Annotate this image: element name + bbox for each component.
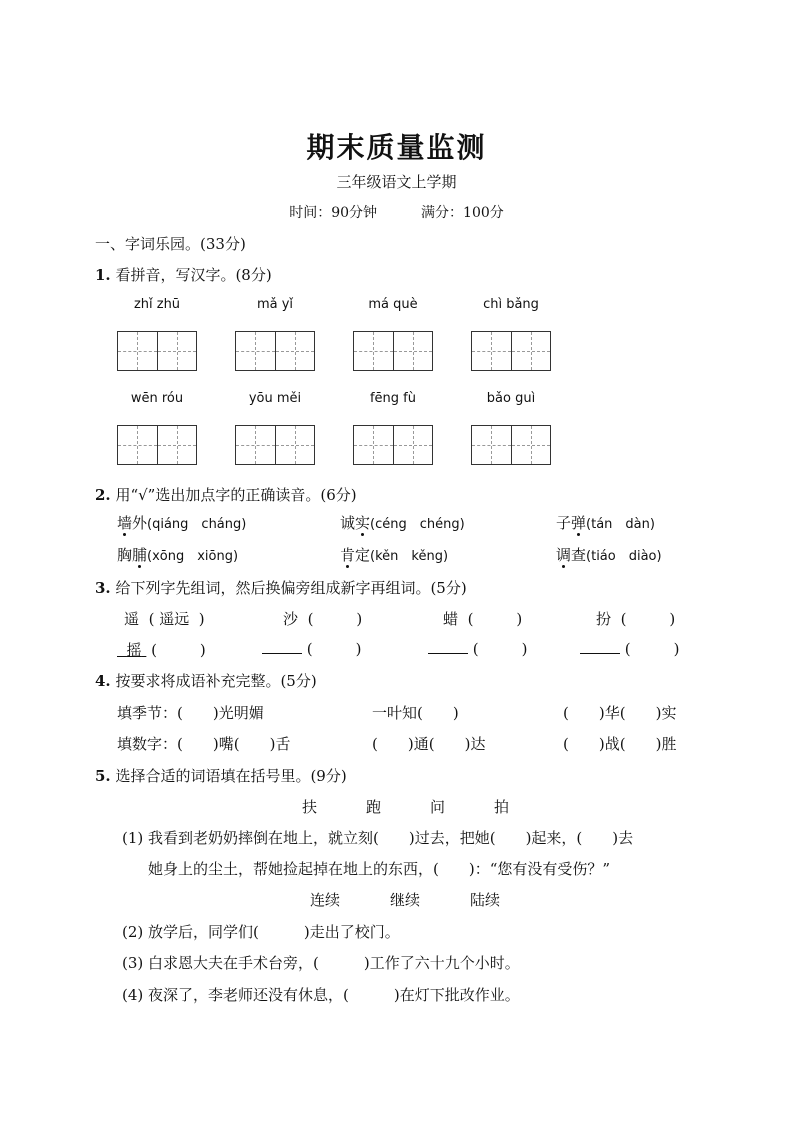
plain-char: 胸 — [117, 546, 133, 564]
word-item[interactable] — [283, 608, 362, 629]
answer-paren[interactable]: ( ) — [177, 735, 219, 753]
pinyin-label: má què — [368, 297, 418, 312]
question-text: 选择合适的词语填在括号里。(9分) — [115, 767, 347, 785]
word-item — [124, 608, 205, 629]
answer-paren[interactable]: ( ) — [372, 735, 414, 753]
reading-item[interactable] — [556, 512, 655, 533]
answer-blank[interactable] — [580, 639, 620, 654]
pinyin-label: yōu měi — [248, 391, 302, 406]
question-text: 按要求将成语补充完整。(5分) — [115, 672, 317, 690]
base-char: 蜡 — [443, 610, 459, 628]
new-char: 摇 — [126, 641, 142, 659]
pinyin-label: chì bǎng — [483, 297, 539, 312]
dotted-char: 弹 — [571, 514, 587, 532]
writing-grid[interactable] — [117, 331, 197, 371]
paren-open: ( — [620, 610, 627, 628]
word-choice: 拍 — [494, 798, 510, 816]
idiom-text: 胜 — [661, 735, 677, 753]
idiom-text: 通 — [413, 735, 429, 753]
paren-close: ) — [355, 640, 362, 658]
question-5 — [95, 765, 347, 786]
new-word-item[interactable] — [428, 639, 527, 658]
word-choice: 扶 — [302, 798, 318, 816]
idiom-season-3[interactable] — [563, 702, 676, 723]
paren-close: ) — [669, 610, 676, 628]
question-number: 4. — [95, 672, 111, 690]
paren-close: ) — [198, 610, 205, 628]
writing-grid[interactable] — [353, 425, 433, 465]
word-item[interactable] — [443, 608, 522, 629]
dotted-char: 调 — [556, 546, 572, 564]
exam-info — [0, 202, 793, 222]
pinyin-options: (tán dàn) — [586, 517, 655, 532]
answer-paren[interactable]: ( ) — [619, 704, 662, 722]
paren-open: ( — [148, 610, 155, 628]
question-text: 用“√”选出加点字的正确读音。(6分) — [115, 486, 357, 504]
answer-paren[interactable]: ( ) — [563, 704, 605, 722]
idiom-text: 华 — [604, 704, 620, 722]
new-word-item[interactable] — [262, 639, 361, 658]
question-1 — [95, 264, 272, 285]
example-word: 遥远 — [159, 610, 190, 628]
pinyin-label: zhǐ zhū — [133, 297, 181, 312]
word-choice: 连续 — [310, 891, 341, 909]
writing-grid[interactable] — [353, 331, 433, 371]
dotted-char: 脯 — [132, 546, 148, 564]
sentence-1-line-2[interactable]: 她身上的尘土，帮她捡起掉在地上的东西，( )：“您有没有受伤？” — [148, 860, 611, 878]
paren-close: ) — [521, 640, 528, 658]
writing-grid[interactable] — [471, 425, 551, 465]
reading-item[interactable] — [117, 512, 246, 533]
idiom-text: 达 — [470, 735, 486, 753]
writing-grid[interactable] — [235, 425, 315, 465]
example-new-char — [117, 641, 146, 659]
question-text: 给下列字先组词，然后换偏旁组成新字再组词。(5分) — [115, 579, 467, 597]
question-number: 3. — [95, 579, 111, 597]
dotted-char: 实 — [355, 514, 371, 532]
pinyin-label: bǎo guì — [486, 391, 536, 406]
plain-char: 定 — [355, 546, 371, 564]
dotted-char: 墙 — [117, 514, 133, 532]
question-number: 1. — [95, 266, 111, 284]
answer-paren[interactable]: ( ) — [417, 704, 459, 722]
reading-item[interactable] — [340, 544, 448, 565]
idiom-season-2[interactable] — [372, 702, 459, 723]
new-word-item[interactable] — [117, 639, 206, 660]
writing-grid[interactable] — [117, 425, 197, 465]
paren-open: ( — [624, 640, 631, 658]
writing-grid[interactable] — [235, 331, 315, 371]
plain-char: 子 — [556, 514, 572, 532]
sentence-1-line-1[interactable]: (1) 我看到老奶奶摔倒在地上，就立刻( )过去，把她( )起来，( )去 — [122, 829, 634, 847]
paren-open: ( — [306, 640, 313, 658]
sentence-2[interactable]: (2) 放学后，同学们( )走出了校门。 — [122, 923, 400, 941]
paren-open: ( — [307, 610, 314, 628]
question-text: 看拼音，写汉字。(8分) — [115, 266, 272, 284]
idiom-text: 战 — [604, 735, 620, 753]
row-label: 填季节： — [117, 704, 178, 722]
pinyin-options: (tiáo diào) — [586, 549, 662, 564]
plain-char: 外 — [132, 514, 148, 532]
idiom-text: 一叶知 — [372, 704, 418, 722]
plain-char: 诚 — [340, 514, 356, 532]
paren-close: ) — [673, 640, 680, 658]
paren-close: ) — [356, 610, 363, 628]
word-choice: 跑 — [366, 798, 382, 816]
question-number: 2. — [95, 486, 111, 504]
base-char: 遥 — [124, 610, 140, 628]
idiom-row-season[interactable] — [117, 702, 264, 723]
page-subtitle: 三年级语文上学期 — [336, 173, 457, 191]
answer-paren[interactable]: ( ) — [233, 735, 276, 753]
paren-open: ( — [472, 640, 479, 658]
answer-blank[interactable] — [428, 639, 468, 654]
paren-close: ) — [516, 610, 523, 628]
paren-open: ( — [151, 641, 157, 659]
reading-item[interactable] — [117, 544, 238, 565]
idiom-number-3[interactable] — [563, 733, 676, 754]
new-word-item[interactable] — [580, 639, 679, 658]
pinyin-label: mǎ yǐ — [256, 297, 294, 312]
question-number: 5. — [95, 767, 111, 785]
pinyin-label: wēn róu — [130, 391, 184, 406]
base-char: 沙 — [283, 610, 299, 628]
sentence-4[interactable]: (4) 夜深了，李老师还没有休息，( )在灯下批改作业。 — [122, 986, 520, 1004]
pinyin-options: (qiáng cháng) — [147, 517, 247, 532]
writing-grid[interactable] — [471, 331, 551, 371]
word-choice: 陆续 — [470, 891, 501, 909]
answer-paren[interactable]: ( ) — [619, 735, 662, 753]
paren-open: ( — [467, 610, 474, 628]
base-char: 扮 — [596, 610, 612, 628]
question-4 — [95, 670, 317, 691]
reading-item[interactable] — [556, 544, 662, 565]
word-choice: 继续 — [390, 891, 421, 909]
pinyin-options: (céng chéng) — [370, 517, 465, 532]
sentence-3[interactable]: (3) 白求恩大夫在手术台旁，( )工作了六十九个小时。 — [122, 954, 520, 972]
answer-paren[interactable]: ( ) — [563, 735, 605, 753]
page-title: 期末质量监测 — [306, 131, 487, 164]
exam-score: 满分：100分 — [421, 205, 504, 221]
idiom-number-2[interactable] — [372, 733, 485, 754]
dotted-char: 肯 — [340, 546, 356, 564]
idiom-text: 实 — [661, 704, 677, 722]
plain-char: 查 — [571, 546, 587, 564]
question-2 — [95, 484, 357, 505]
reading-item[interactable] — [340, 512, 465, 533]
exam-time: 时间：90分钟 — [289, 205, 378, 221]
section-heading: 一、字词乐园。(33分) — [95, 235, 246, 253]
word-item[interactable] — [596, 608, 675, 629]
answer-blank[interactable] — [262, 639, 302, 654]
idiom-text: 舌 — [275, 735, 291, 753]
answer-paren[interactable]: ( ) — [428, 735, 471, 753]
row-label: 填数字： — [117, 735, 178, 753]
answer-paren[interactable]: ( ) — [177, 704, 219, 722]
idiom-text: 嘴 — [218, 735, 234, 753]
pinyin-options: (xōng xiōng) — [147, 549, 239, 564]
paren-close: ) — [199, 641, 206, 659]
idiom-text: 光明媚 — [218, 704, 264, 722]
pinyin-label: fēng fù — [369, 391, 416, 406]
question-3 — [95, 577, 467, 598]
idiom-row-number[interactable] — [117, 733, 290, 754]
pinyin-options: (kěn kěng) — [370, 549, 449, 564]
word-choice: 问 — [430, 798, 446, 816]
